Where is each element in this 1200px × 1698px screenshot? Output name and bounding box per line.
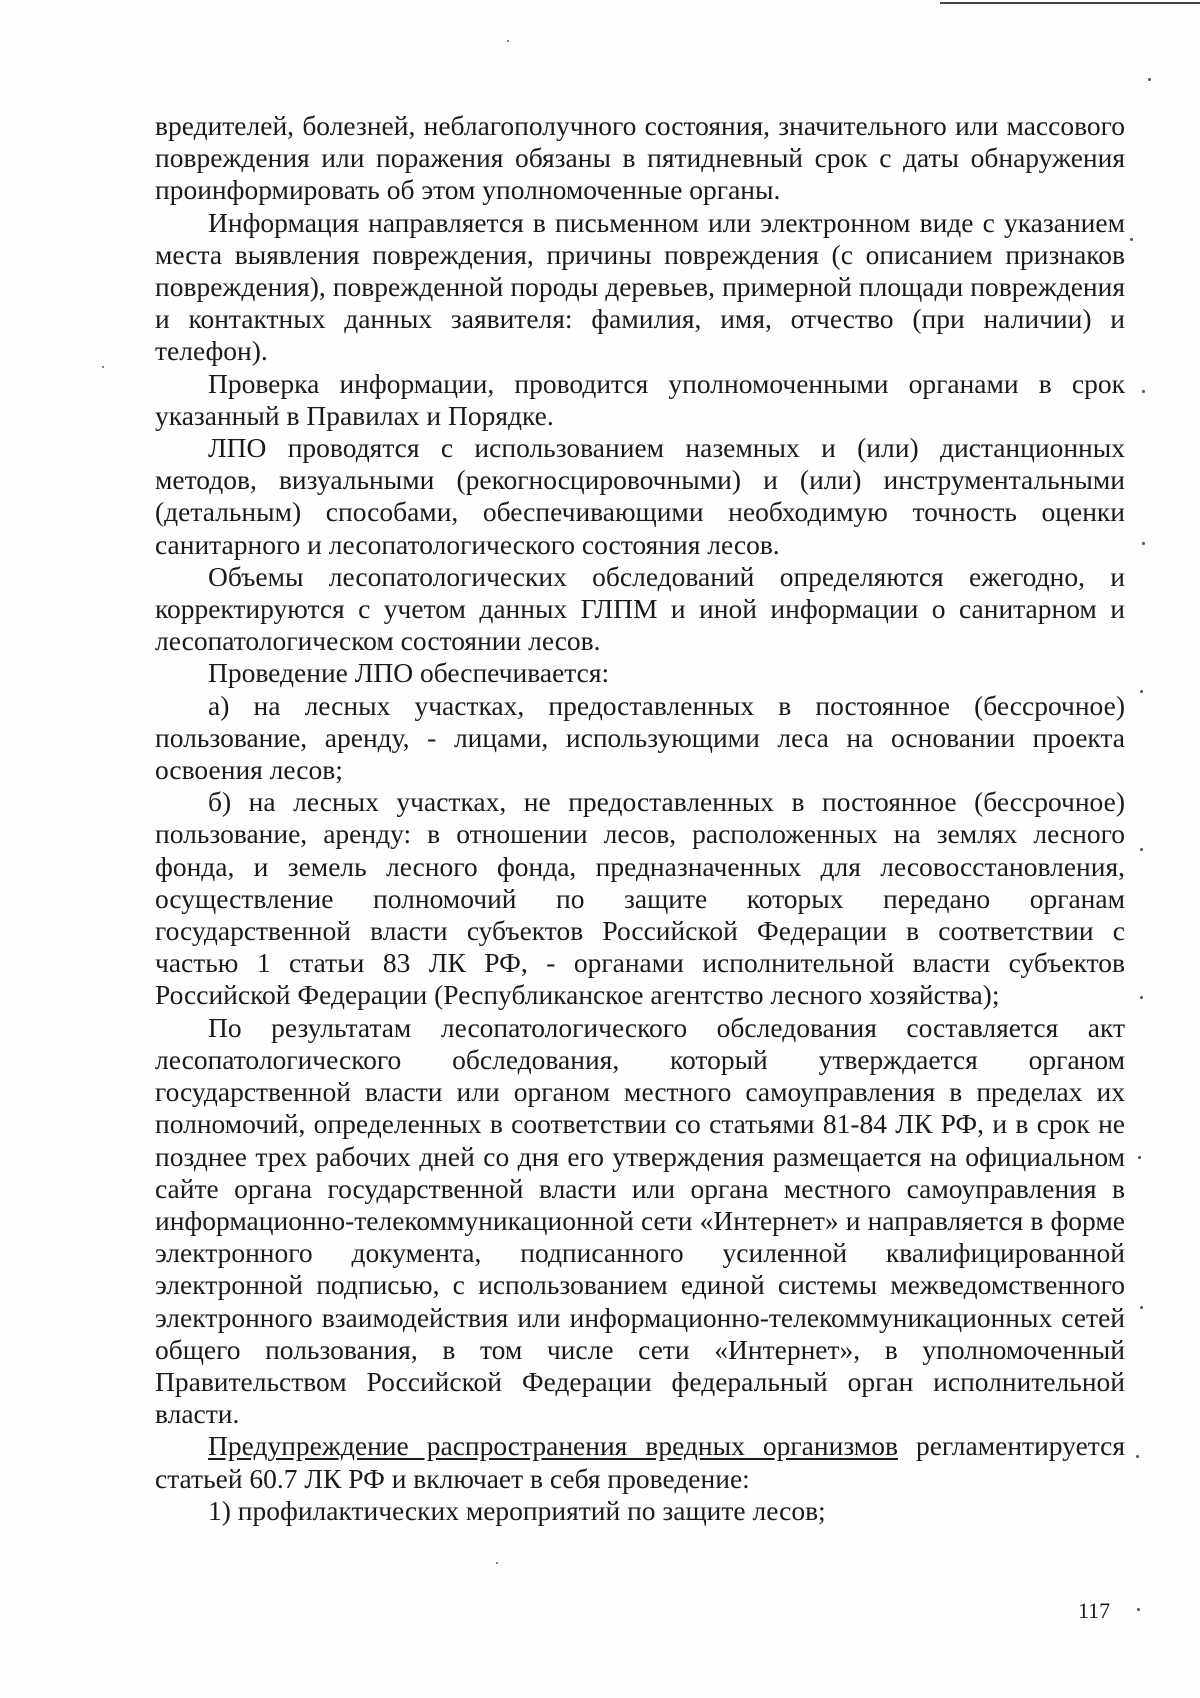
paragraph: [155, 690, 1125, 787]
paragraph-text: Проведение ЛПО обеспечивается:: [208, 657, 610, 689]
page-number: 117: [1078, 1598, 1111, 1623]
body-text: [155, 110, 1125, 1527]
paragraph-text: ЛПО проводятся с использованием наземных и (или) дистанционных методов, визуальными (рекогносцировочными) и (или) инструментальными (детальным) способами, обеспечивающими необходимую точность оценки санитарного и лесопатологического состояния лесов.: [155, 432, 1125, 560]
paragraph: [155, 1430, 1125, 1494]
paragraph: [155, 1012, 1125, 1431]
scan-speck: [1140, 1306, 1143, 1309]
scan-speck: [1137, 1608, 1140, 1611]
paragraph: [155, 1495, 1125, 1527]
paragraph-text: Объемы лесопатологических обследований определяются ежегодно, и корректируются с учетом данных ГЛПМ и иной информации о санитарном и лесопатологическом состоянии лесов.: [155, 560, 1125, 657]
underlined-phrase: Предупреждение распространения вредных организмов: [208, 1430, 898, 1462]
paragraph-text: Информация направляется в письменном или электронном виде с указанием места выявления повреждения, причины повреждения (с описанием признаков повреждения), поврежденной породы деревьев, примерной площади повреждения и контактных данных заявителя: фамилия, имя, отчество (при наличии) и телефон).: [155, 206, 1125, 367]
scan-speck: [1140, 996, 1143, 999]
paragraph: [155, 786, 1125, 1011]
scan-speck: [1130, 238, 1133, 241]
paragraph-text: По результатам лесопатологического обследования составляется акт лесопатологического обследования, который утверждается органом государственной власти или органом местного самоуправления в пределах их полномочий, определенных в соответствии со статьями 81-84 ЛК РФ, и в срок не позднее трех рабочих дней со дня его утверждения размещается на официальном сайте органа государственной власти или органа местного самоуправления в информационно-телекоммуникационной сети «Интернет» и направляется в форме электронного документа, подписанного усиленной квалифицированной электронной подписью, с использованием единой системы межведомственного электронного взаимодействия или информационно-телекоммуникационных сетей общего пользования, в том числе сети «Интернет», в уполномоченный Правительством Российской Федерации федеральный орган исполнительной власти.: [155, 1011, 1125, 1430]
scan-speck: [1142, 390, 1145, 393]
paragraph-text: а) на лесных участках, предоставленных в постоянное (бессрочное) пользование, аренду, - лицами, использующими леса на основании проекта освоения лесов;: [155, 689, 1125, 786]
paragraph-text: б) на лесных участках, не предоставленных в постоянное (бессрочное) пользование, аренду: в отношении лесов, расположенных на землях лесного фонда, и земель лесного фонда, предназначенных для лесовосстановления, осуществление полномочий по защите которых передано органам государственной власти субъектов Российской Федерации в соответствии с частью 1 статьи 83 ЛК РФ, - органами исполнительной власти субъектов Российской Федерации (Республиканское агентство лесного хозяйства);: [155, 786, 1125, 1011]
scan-speck: [1148, 78, 1151, 81]
scan-speck: [102, 366, 104, 368]
scan-speck: [1142, 542, 1145, 545]
paragraph: [155, 368, 1125, 432]
paragraph-text: регламентируется статьей 60.7 ЛК РФ и включает в себя проведение:: [155, 1430, 1125, 1494]
paragraph: [155, 110, 1125, 207]
top-edge-rule: [940, 2, 1200, 4]
scan-speck: [496, 1562, 498, 1564]
scan-speck: [1138, 1156, 1141, 1159]
scan-speck: [1140, 690, 1143, 693]
paragraph-text: 1) профилактических мероприятий по защите лесов;: [208, 1494, 826, 1526]
paragraph: [155, 432, 1125, 561]
paragraph: [155, 561, 1125, 658]
paragraph: [155, 207, 1125, 368]
paragraph: [155, 657, 1125, 689]
scan-speck: [1140, 848, 1143, 851]
scan-speck: [1136, 1455, 1139, 1458]
paragraph-text: вредителей, болезней, неблагополучного состояния, значительного или массового повреждения или поражения обязаны в пятидневный срок с даты обнаружения проинформировать об этом уполномоченные органы.: [155, 110, 1125, 206]
paragraph-text: Проверка информации, проводится уполномоченными органами в срок указанный в Правилах и Порядке.: [155, 367, 1125, 431]
scan-speck: [507, 40, 509, 42]
